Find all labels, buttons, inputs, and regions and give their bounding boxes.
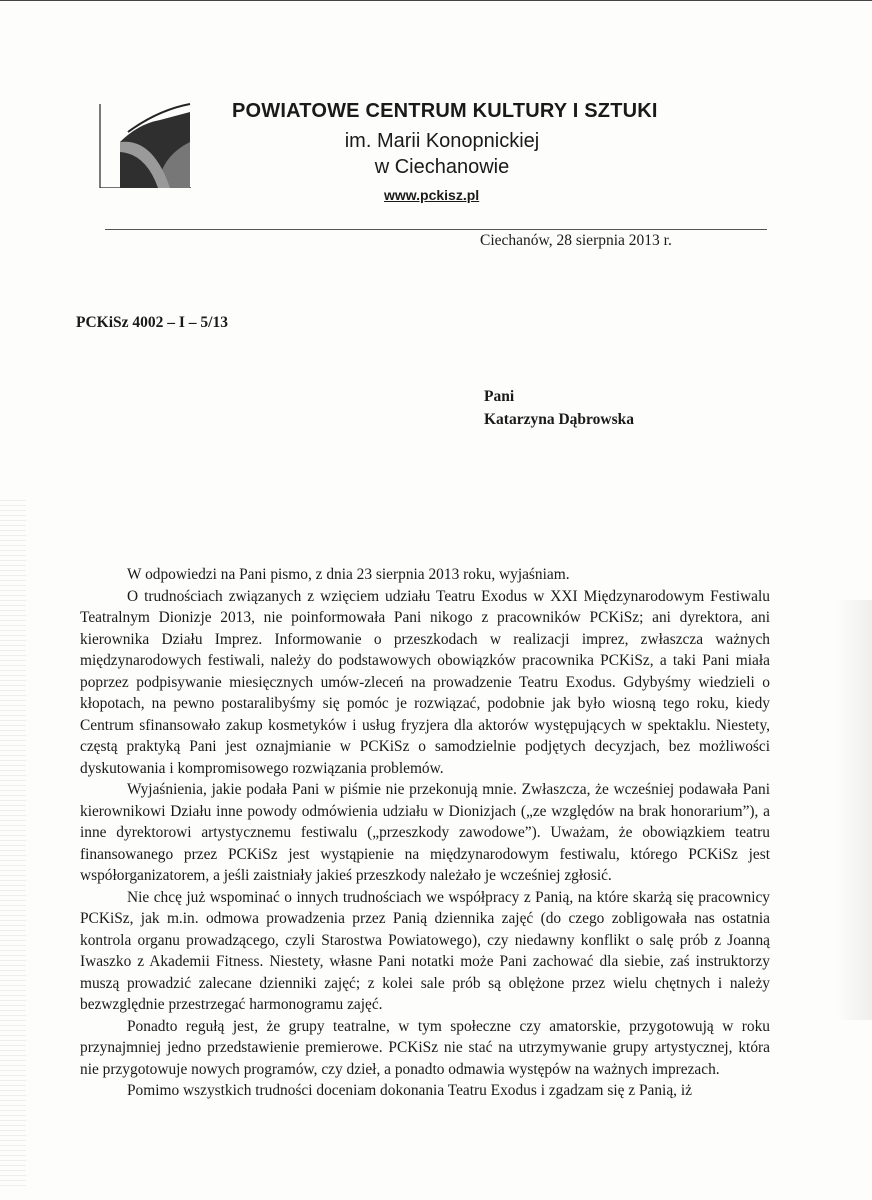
- organization-name: POWIATOWE CENTRUM KULTURY I SZTUKI: [232, 100, 658, 122]
- letter-date: Ciechanów, 28 sierpnia 2013 r.: [480, 232, 672, 249]
- pckisz-logo-icon: [98, 102, 191, 188]
- paragraph: W odpowiedzi na Pani pismo, z dnia 23 sierpnia 2013 roku, wyjaśniam.: [127, 566, 570, 583]
- paragraph: Nie chcę już wspominać o innych trudnościach we współpracy z Panią, na które skarżą się pracownicy PCKiSz, jak m.in. odmowa prowadzenia przez Panią dziennika zajęć (do czego zobligowała nas ostatnia kontrola organu prowadzącego, czyli Starostwa Powiatowego), czy niedawny konflikt o salę prób z Joanną Iwaszko z Akademii Fitness. Niestety, własne Pani notatki może Pani zachować dla siebie, zaś instruktorzy muszą prowadzić zalecane dzienniki zajęć; z kolei sale prób są oblężone przez wielu chętnych i należy bezwzględnie przestrzegać harmonogramu zajęć.: [80, 888, 770, 1013]
- paragraph: O trudnościach związanych z wzięciem udziału Teatru Exodus w XXI Międzynarodowym Festiwalu Teatralnym Dionizje 2013, nie poinformowała Pani nikogo z pracowników PCKiSz; ani dyrektora, ani kierownika Działu Imprez. Informowanie o przeszkodach w realizacji imprez, zwłaszcza ważnych międzynarodowych festiwali, należy do podstawowych obowiązków pracownika PCKiSz, a taki Pani miała poprzez podpisywanie miesięcznych umów-zleceń na prowadzenie Teatru Exodus. Gdybyśmy wiedzieli o kłopotach, na pewno postaralibyśmy się pomóc je rozwiązać, podobnie jak było wiosną tego roku, kiedy Centrum sfinansowało zakup kosmetyków i usług fryzjera dla aktorów występujących w spektaklu. Niestety, częstą praktyką Pani jest oznajmianie w PCKiSz o samodzielnie podjętych decyzjach, bez możliwości dyskutowania i kompromisowego rozwiązania problemów.: [80, 587, 770, 777]
- recipient-address: [484, 385, 634, 431]
- scan-noise-left: [0, 500, 26, 1190]
- organization-city: w Ciechanowie: [374, 156, 510, 178]
- organization-patron: im. Marii Konopnickiej: [344, 130, 540, 152]
- recipient-salutation: Pani: [484, 388, 515, 405]
- paragraph: Ponadto regułą jest, że grupy teatralne, w tym społeczne czy amatorskie, przygotowują w roku przynajmniej jedno przedstawienie premierowe. PCKiSz nie stać na utrzymywanie grupy artystycznej, która nie przygotowuje nowych programów, czy dzieł, a ponadto odmawia występów na ważnych imprezach.: [80, 1017, 770, 1078]
- recipient-name: Katarzyna Dąbrowska: [484, 411, 634, 428]
- letter-body: [80, 564, 770, 1102]
- paragraph: Wyjaśnienia, jakie podała Pani w piśmie nie przekonują mnie. Zwłaszcza, że wcześniej podawała Pani kierownikowi Działu inne powody odmówienia udziału w Dionizjach („ze względów na brak honorarium”), a inne dyrektorowi artystycznemu festiwalu („przeszkody zawodowe”). Uważam, że obowiązkiem teatru finansowanego przez PCKiSz jest wystąpienie na międzynarodowym festiwalu, którego PCKiSz jest współorganizatorem, a jeśli zaistniały jakieś przeszkody należało je wcześniej zgłosić.: [80, 781, 770, 884]
- scan-edge: [0, 0, 872, 10]
- scan-noise-right: [836, 600, 872, 1020]
- header-divider: [105, 229, 767, 230]
- website-link[interactable]: www.pckisz.pl: [384, 187, 480, 203]
- paragraph: Pomimo wszystkich trudności doceniam dokonania Teatru Exodus i zgadzam się z Panią, iż: [127, 1082, 692, 1099]
- reference-number: PCKiSz 4002 – I – 5/13: [76, 314, 228, 331]
